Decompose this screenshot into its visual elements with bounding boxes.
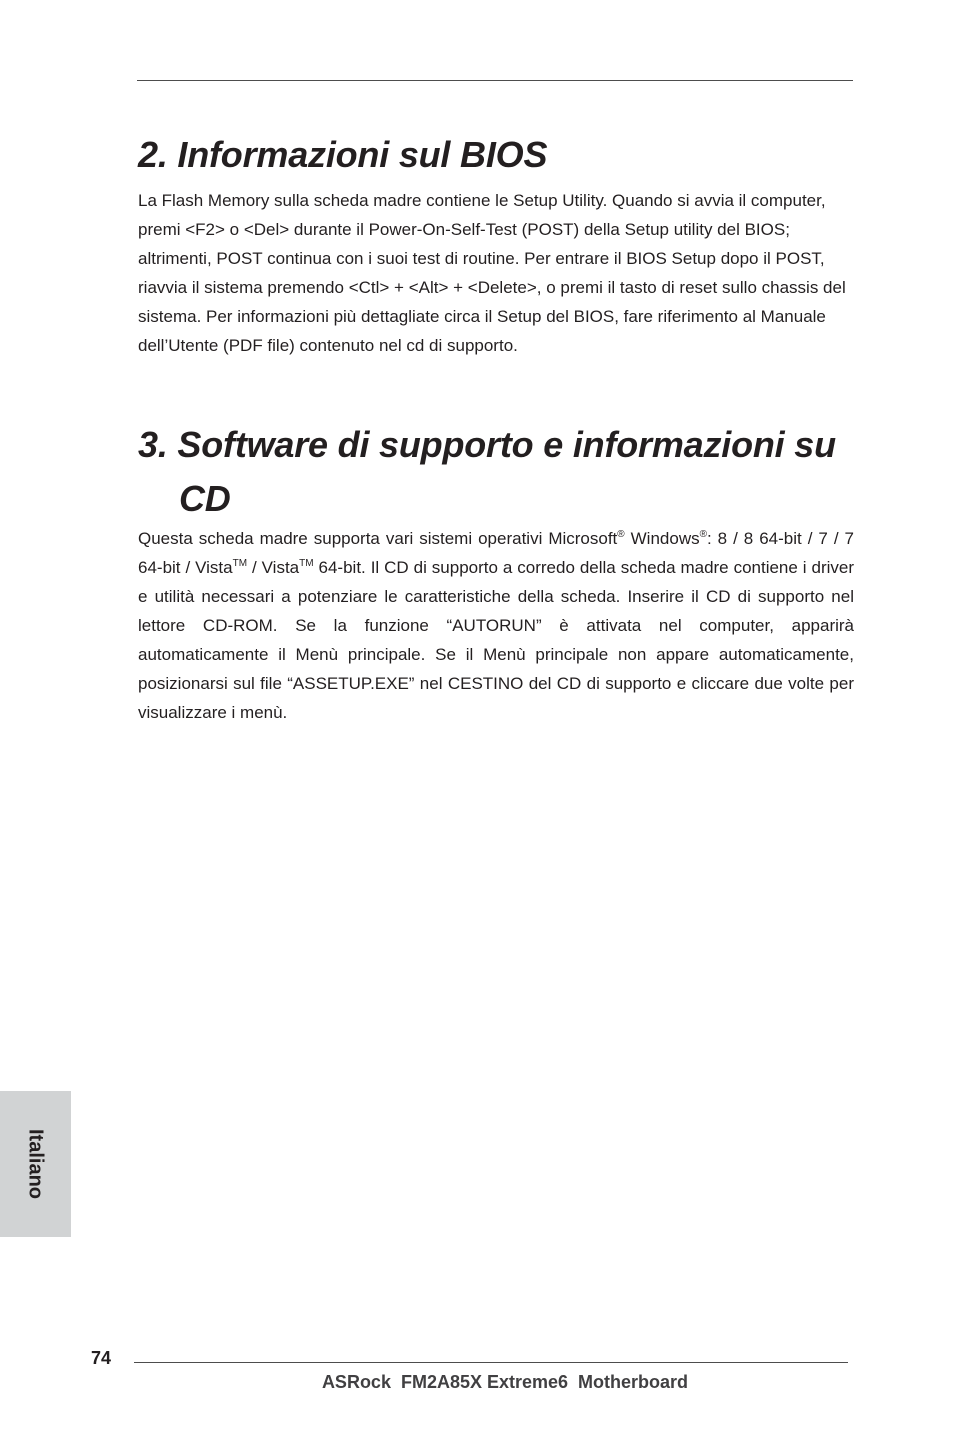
cd-text-part2: Windows — [624, 529, 700, 548]
cd-text-part1: Questa scheda madre supporta vari sistemi operativi Microsoft — [138, 529, 618, 548]
bios-paragraph: La Flash Memory sulla scheda madre contiene le Setup Utility. Quando si avvia il computer, premi <F2> o <Del> durante il Power-On-Self-Test (POST) della Setup utility del BIOS; altrimenti, POST continua con i suoi test di routine. Per entrare il BIOS Setup dopo il POST, riavvia il sistema premendo <Ctl> + <Alt> + <Delete>, o premi il tasto di reset sullo chassis del sistema. Per informazioni più dettagliate circa il Setup del BIOS, fare riferimento al Manuale dell’Utente (PDF file) contenuto nel cd di supporto. — [138, 191, 846, 355]
language-side-tab — [0, 1091, 71, 1237]
language-label: Italiano — [24, 1128, 47, 1200]
heading-software-cd-line2: CD — [179, 478, 231, 519]
heading-software-cd — [138, 418, 868, 526]
cd-text-part5: 64-bit. Il CD di supporto a corredo della scheda madre contiene i driver e utilità necessari a potenziare le caratteristiche della scheda. Inserire il CD di supporto nel lettore CD-ROM. Se la funzione “AUTORUN” è attivata nel computer, apparirà automaticamente il Menù principale. Se il Menù principale non appare automaticamente, posizionarsi sul file “ASSETUP.EXE” nel CESTINO del CD di supporto e cliccare due volte per visualizzare i menù. — [138, 558, 854, 722]
trademark-mark: TM — [232, 558, 248, 569]
heading-bios: 2. Informazioni sul BIOS — [138, 134, 548, 175]
cd-text-part4: / Vista — [247, 558, 300, 577]
heading-software-cd-line1: 3. Software di supporto e informazioni su — [138, 424, 836, 465]
trademark-mark: TM — [299, 558, 314, 569]
registered-mark: ® — [617, 529, 625, 540]
header-rule — [137, 80, 853, 81]
registered-mark: ® — [699, 529, 707, 540]
cd-text-part3: : 8 / 8 64-bit / 7 / 7 64-bit / Vista — [138, 529, 854, 577]
cd-paragraph — [138, 524, 854, 727]
footer-rule — [134, 1362, 848, 1363]
page-number: 74 — [91, 1348, 112, 1368]
footer-product-title: ASRock FM2A85X Extreme6 Motherboard — [321, 1372, 689, 1392]
